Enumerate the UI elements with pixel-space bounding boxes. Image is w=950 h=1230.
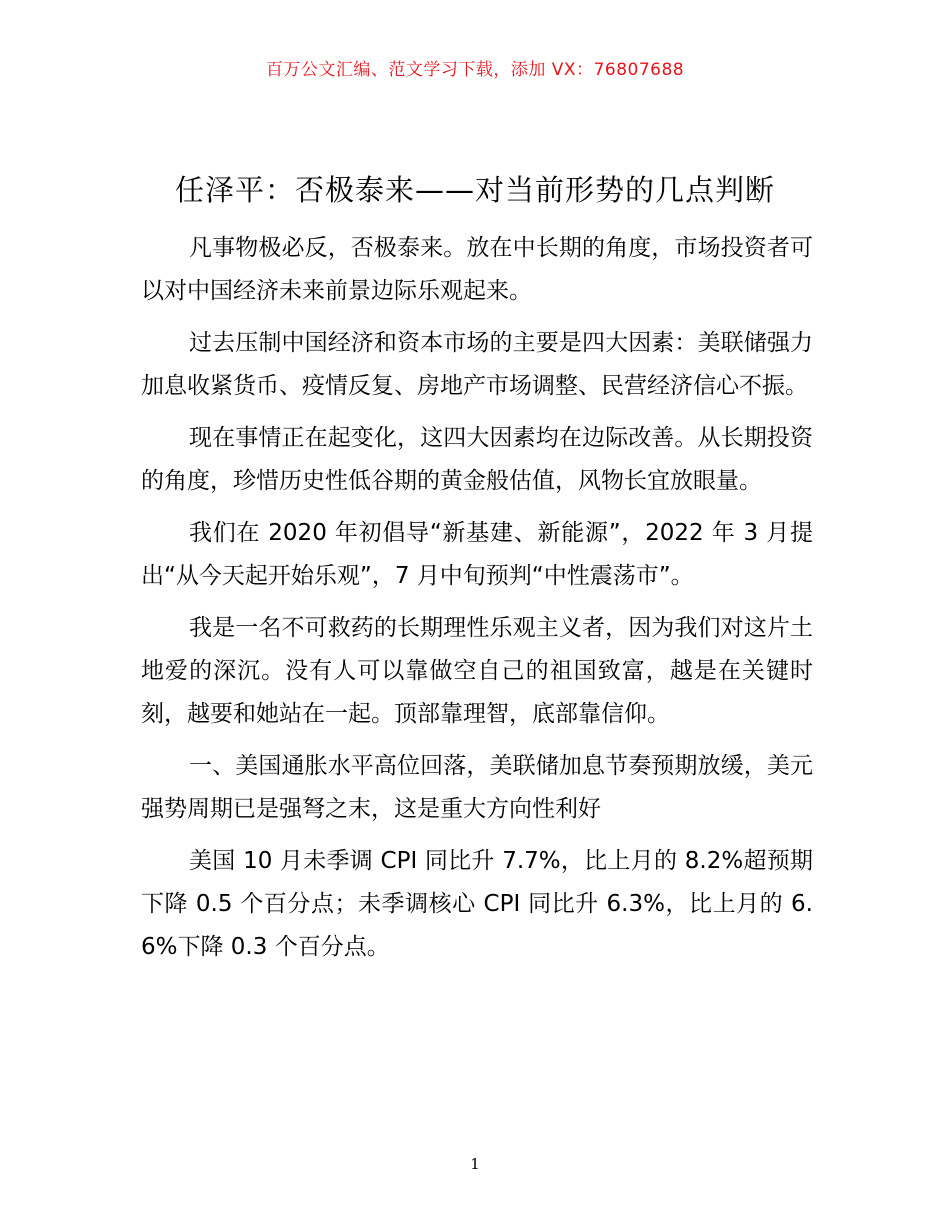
paragraph-1: 凡事物极必反，否极泰来。放在中长期的角度，市场投资者可以对中国经济未来前景边际乐观起来。 [141, 235, 813, 304]
page-number: 1 [470, 1155, 480, 1173]
paragraph-2: 过去压制中国经济和资本市场的主要是四大因素：美联储强力加息收紧货币、疫情反复、房地产市场调整、民营经济信心不振。 [141, 330, 813, 399]
header-banner: 百万公文汇编、范文学习下载，添加 VX：76807688 [265, 60, 685, 80]
document-body [141, 227, 813, 978]
section-heading-1: 一、美国通胀水平高位回落，美联储加息节奏预期放缓，美元强势周期已是强弩之末，这是重大方向性利好 [141, 753, 813, 822]
paragraph-4: 我们在 2020 年初倡导“新基建、新能源”，2022 年 3 月提出“从今天起开始乐观”，7 月中旬预判“中性震荡市”。 [141, 520, 813, 589]
paragraph-6: 美国 10 月未季调 CPI 同比升 7.7%，比上月的 8.2%超预期下降 0.5 个百分点；未季调核心 CPI 同比升 6.3%，比上月的 6.6%下降 0.3 个百分点。 [141, 848, 813, 960]
paragraph-3: 现在事情正在起变化，这四大因素均在边际改善。从长期投资的角度，珍惜历史性低谷期的黄金般估值，风物长宜放眼量。 [141, 425, 813, 494]
paragraph-5: 我是一名不可救药的长期理性乐观主义者，因为我们对这片土地爱的深沉。没有人可以靠做空自己的祖国致富，越是在关键时刻，越要和她站在一起。顶部靠理智，底部靠信仰。 [141, 615, 813, 727]
document-title: 任泽平：否极泰来——对当前形势的几点判断 [174, 173, 775, 207]
